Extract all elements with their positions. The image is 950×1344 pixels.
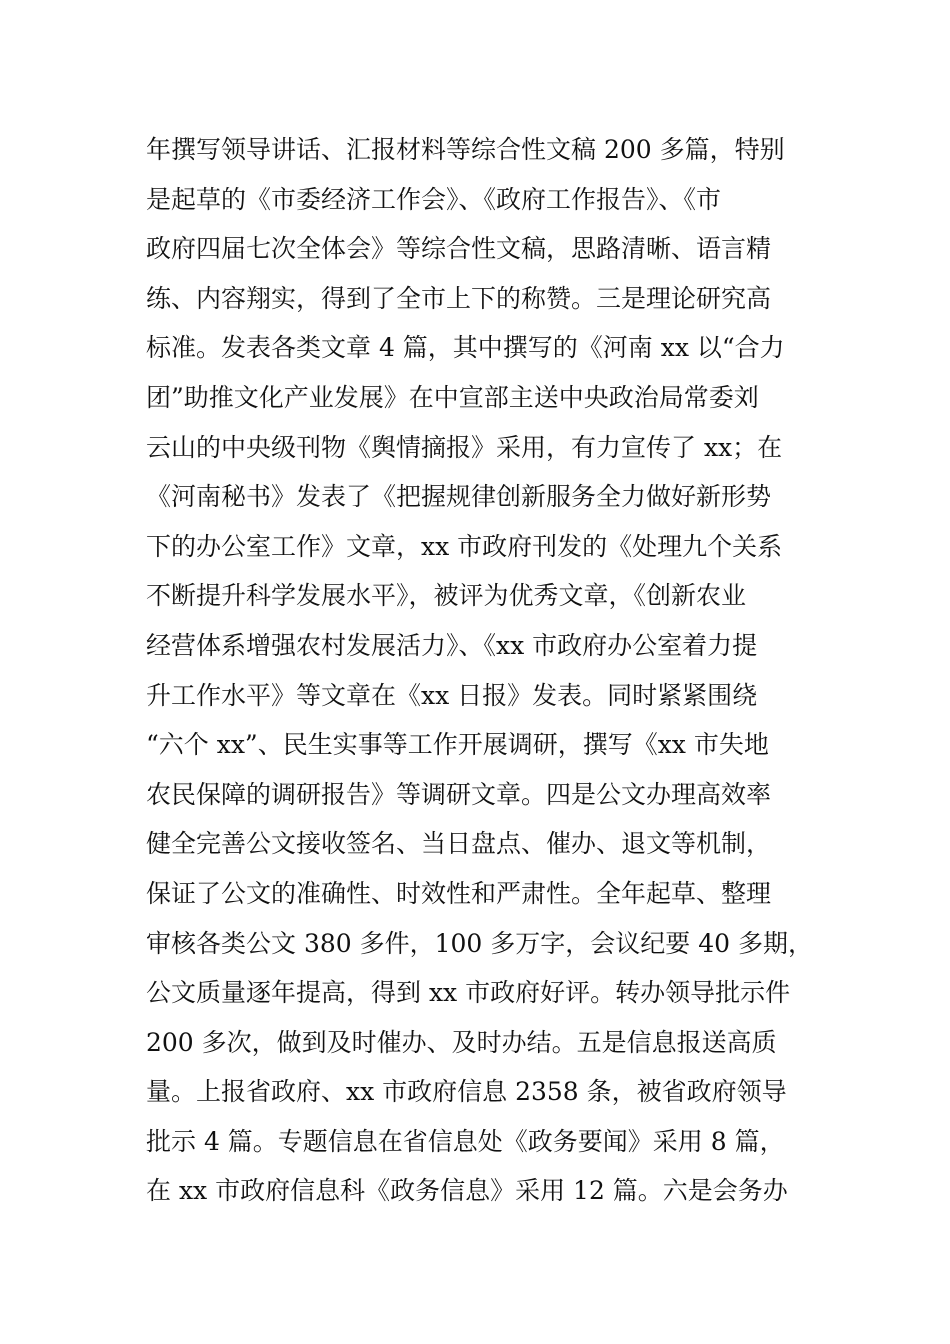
text-line: 《河南秘书》发表了《把握规律创新服务全力做好新形势 xyxy=(146,482,772,512)
text-line: 公文质量逐年提高，得到 xx 市政府好评。转办领导批示件 xyxy=(146,978,791,1008)
text-line: 政府四届七次全体会》等综合性文稿，思路清晰、语言精 xyxy=(146,234,772,264)
text-line: 标准。发表各类文章 4 篇，其中撰写的《河南 xx 以“合力 xyxy=(146,333,785,363)
text-line: 下的办公室工作》文章，xx 市政府刊发的《处理九个关系 xyxy=(146,531,783,561)
text-line: 量。上报省政府、xx 市政府信息 2358 条，被省政府领导 xyxy=(146,1077,787,1107)
text-line: 不断提升科学发展水平》，被评为优秀文章，《创新农业 xyxy=(146,581,747,611)
text-line: 云山的中央级刊物《舆情摘报》采用，有力宣传了 xx；在 xyxy=(146,432,783,462)
text-line: “六个 xx”、民生实事等工作开展调研，撰写《xx 市失地 xyxy=(146,730,769,760)
text-line: 农民保障的调研报告》等调研文章。四是公文办理高效率 xyxy=(146,779,772,809)
text-line: 年撰写领导讲话、汇报材料等综合性文稿 200 多篇，特别 xyxy=(146,135,785,164)
text-line: 经营体系增强农村发展活力》、《xx 市政府办公室着力提 xyxy=(146,630,758,660)
body-text xyxy=(146,125,826,1216)
text-line: 批示 4 篇。专题信息在省信息处《政务要闻》采用 8 篇， xyxy=(146,1126,785,1156)
text-line: 保证了公文的准确性、时效性和严肃性。全年起草、整理 xyxy=(146,878,772,908)
text-line: 健全完善公文接收签名、当日盘点、催办、退文等机制， xyxy=(146,829,772,859)
text-line: 团”助推文化产业发展》在中宣部主送中央政治局常委刘 xyxy=(146,382,759,412)
text-line: 练、内容翔实，得到了全市上下的称赞。三是理论研究高 xyxy=(146,283,772,313)
text-line: 升工作水平》等文章在《xx 日报》发表。同时紧紧围绕 xyxy=(146,680,758,710)
text-line: 是起草的《市委经济工作会》、《政府工作报告》、《市 xyxy=(146,184,722,214)
text-line: 200 多次，做到及时催办、及时办结。五是信息报送高质 xyxy=(146,1027,777,1057)
text-line: 审核各类公文 380 多件，100 多万字，会议纪要 40 多期， xyxy=(146,928,813,958)
text-line: 在 xx 市政府信息科《政务信息》采用 12 篇。六是会务办 xyxy=(146,1176,788,1206)
